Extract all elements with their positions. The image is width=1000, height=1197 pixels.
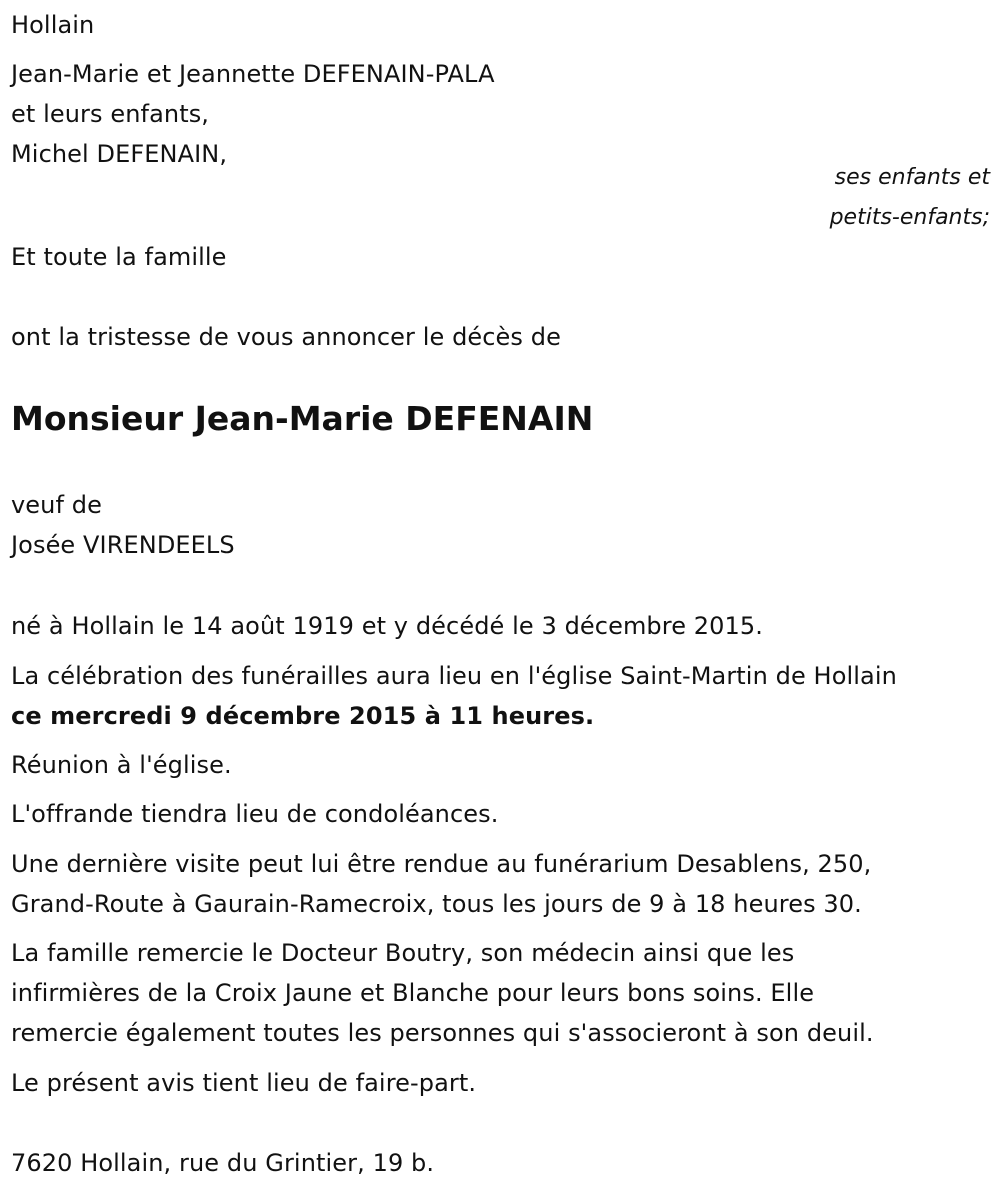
- family-line-2: et leurs enfants,: [11, 100, 210, 128]
- meeting-text: Réunion à l'église.: [11, 751, 232, 779]
- offering-text: L'offrande tiendra lieu de condoléances.: [11, 800, 499, 828]
- ceremony-line-2: ce mercredi 9 décembre 2015 à 11 heures.: [11, 702, 595, 730]
- thanks-line-3: remercie également toutes les personnes qui s'associeront à son deuil.: [11, 1019, 874, 1047]
- ceremony-line-1: La célébration des funérailles aura lieu en l'église Saint-Martin de Hollain: [11, 662, 897, 690]
- widow-label: veuf de: [11, 491, 102, 519]
- notice-text: Le présent avis tient lieu de faire-part.: [11, 1069, 477, 1097]
- thanks-line-1: La famille remercie le Docteur Boutry, son médecin ainsi que les: [11, 939, 795, 967]
- family-line-1: Jean-Marie et Jeannette DEFENAIN-PALA: [11, 60, 495, 88]
- spouse-name: Josée VIRENDEELS: [11, 531, 235, 559]
- place-heading: Hollain: [11, 11, 95, 39]
- announcement-text: ont la tristesse de vous annoncer le décès de: [11, 323, 561, 351]
- family-line-3: Michel DEFENAIN,: [11, 140, 228, 168]
- side-note-line-1: ses enfants et: [834, 165, 990, 190]
- family-close: Et toute la famille: [11, 243, 227, 271]
- side-note-line-2: petits-enfants;: [829, 205, 990, 230]
- thanks-line-2: infirmières de la Croix Jaune et Blanche pour leurs bons soins. Elle: [11, 979, 815, 1007]
- deceased-name: Monsieur Jean-Marie DEFENAIN: [11, 399, 594, 438]
- birth-death-text: né à Hollain le 14 août 1919 et y décédé le 3 décembre 2015.: [11, 612, 764, 640]
- visit-line-1: Une dernière visite peut lui être rendue au funérarium Desablens, 250,: [11, 850, 872, 878]
- address-text: 7620 Hollain, rue du Grintier, 19 b.: [11, 1149, 435, 1177]
- visit-line-2: Grand-Route à Gaurain-Ramecroix, tous les jours de 9 à 18 heures 30.: [11, 890, 862, 918]
